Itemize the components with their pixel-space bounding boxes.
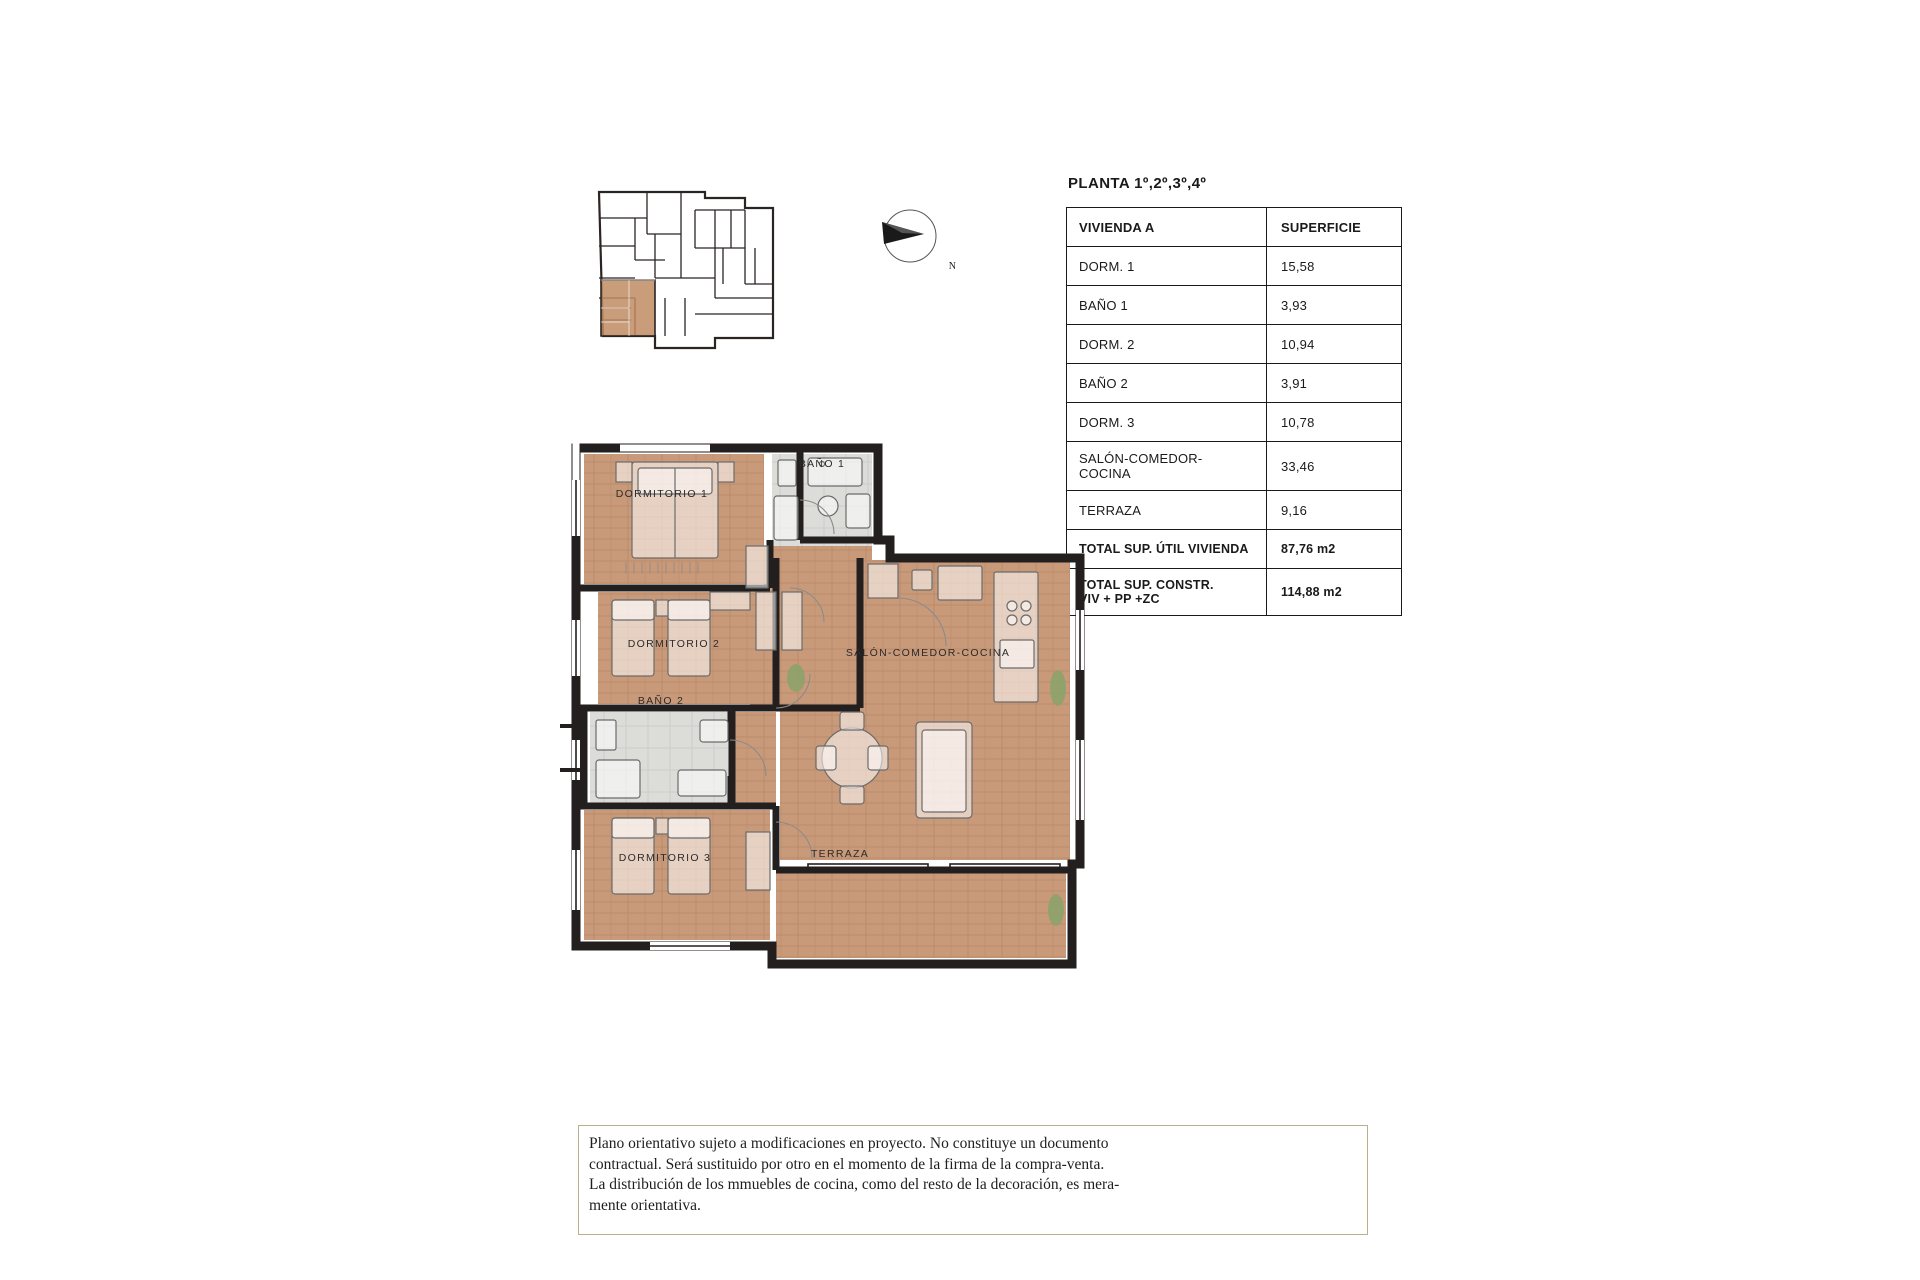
row-value-dorm-2: 10,94	[1267, 325, 1402, 364]
room-label-terraza: TERRAZA	[810, 848, 870, 860]
table-row	[1067, 247, 1402, 286]
row-label-dorm-3: DORM. 3	[1067, 403, 1267, 442]
row-value-dorm-1: 15,58	[1267, 247, 1402, 286]
disclaimer-line-4: mente orientativa.	[589, 1196, 701, 1214]
table-header-vivienda: VIVIENDA A	[1067, 208, 1267, 247]
row-label-dorm-2: DORM. 2	[1067, 325, 1267, 364]
room-label-dormitorio-3: DORMITORIO 3	[618, 852, 712, 864]
row-value-bano-1: 3,93	[1267, 286, 1402, 325]
table-row	[1067, 364, 1402, 403]
table-row	[1067, 286, 1402, 325]
table-header-row	[1067, 208, 1402, 247]
key-plan	[595, 188, 787, 368]
north-arrow	[872, 200, 956, 278]
room-label-salon-comedor-cocina: SALÓN-COMEDOR-COCINA	[845, 647, 1011, 659]
disclaimer-line-1: Plano orientativo sujeto a modificaciones en proyecto. No constituye un documento	[589, 1135, 1109, 1152]
highlighted-unit	[601, 280, 655, 336]
room-label-bano-1: BAÑO 1	[798, 458, 846, 470]
page-title: PLANTA 1º,2º,3º,4º	[1068, 175, 1207, 192]
key-plan-drawing	[595, 188, 787, 368]
row-label-dorm-1: DORM. 1	[1067, 247, 1267, 286]
table-header-superficie: SUPERFICIE	[1267, 208, 1402, 247]
total-label-util: TOTAL SUP. ÚTIL VIVIENDA	[1067, 530, 1267, 569]
room-label-bano-2: BAÑO 2	[637, 695, 685, 707]
disclaimer-line-3: La distribución de los mmuebles de cocina, como del resto de la decoración, es mera-	[589, 1176, 1120, 1194]
compass-icon	[872, 200, 952, 278]
floor-plan-drawing	[560, 440, 1220, 1100]
disclaimer-box	[578, 1125, 1368, 1235]
table-row	[1067, 403, 1402, 442]
row-value-salon: 33,46	[1267, 442, 1402, 491]
room-label-dormitorio-2: DORMITORIO 2	[627, 638, 721, 650]
north-label: N	[948, 261, 956, 272]
row-label-bano-2: BAÑO 2	[1067, 364, 1267, 403]
total-value-constr: 114,88 m2	[1267, 569, 1402, 616]
row-label-salon: SALÓN-COMEDOR-COCINA	[1067, 442, 1267, 491]
row-label-bano-1: BAÑO 1	[1067, 286, 1267, 325]
floor-plan	[560, 440, 1220, 1100]
total-label-constr-line2: VIV + PP +ZC	[1079, 592, 1160, 606]
row-value-terraza: 9,16	[1267, 491, 1402, 530]
table-row	[1067, 325, 1402, 364]
row-value-bano-2: 3,91	[1267, 364, 1402, 403]
total-value-util: 87,76 m2	[1267, 530, 1402, 569]
disclaimer-line-2: contractual. Será sustituido por otro en el momento de la firma de la compra-venta.	[589, 1155, 1105, 1173]
room-label-dormitorio-1: DORMITORIO 1	[615, 488, 709, 500]
row-value-dorm-3: 10,78	[1267, 403, 1402, 442]
row-label-terraza: TERRAZA	[1067, 491, 1267, 530]
total-label-constr-line1: TOTAL SUP. CONSTR.	[1079, 578, 1214, 592]
